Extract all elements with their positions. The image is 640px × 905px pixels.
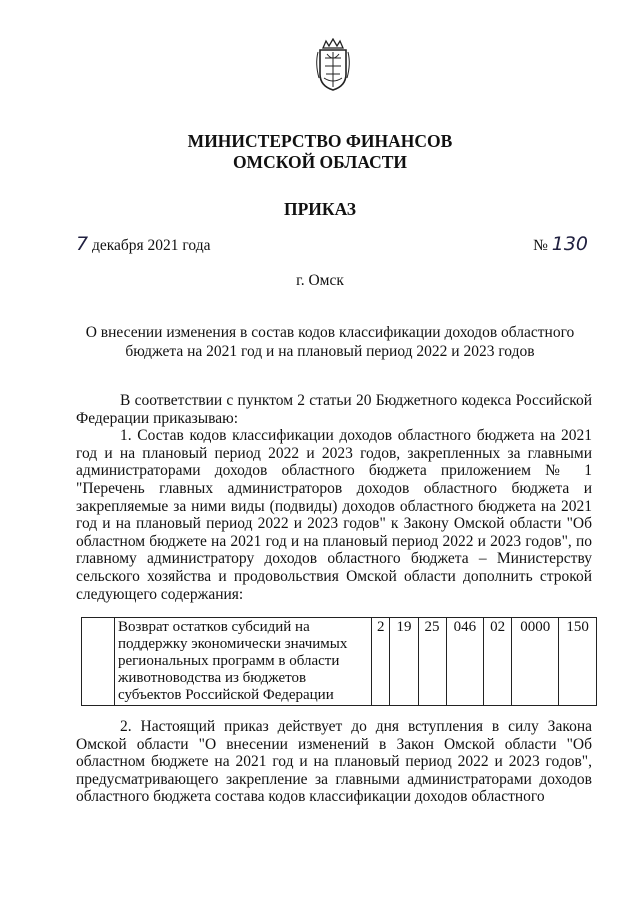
handwritten-number: 130 [551,233,588,255]
item1-paragraph: 1. Состав кодов классификации доходов областного бюджета на 2021 год и на плановый период 2022 и 2023 годов, закрепленных за главными администраторами доходов областного бюджета приложением № 1 "Перечень главных администраторов доходов областного бюджета и закрепляемые за ними виды (подвиды) доходов областного бюджета на 2021 год и на плановый период 2022 и 2023 годов" к Закону Омской области "Об областном бюджете на 2021 год и на плановый период 2022 и 2023 годов", по главному администратору доходов областного бюджета – Министерству сельского хозяйства и продовольствия Омской области дополнить строкой следующего содержания: [76,427,592,603]
order-body-part2 [76,718,592,806]
city-name: г. Омск [296,272,344,289]
omsk-coat-of-arms-icon [314,38,352,92]
ministry-name-line1: МИНИСТЕРСТВО ФИНАНСОВ [187,131,453,151]
order-body-part1 [76,392,592,603]
order-number [533,233,588,255]
table-cell-empty [82,618,115,706]
order-date [76,233,210,255]
handwritten-day: 7 [76,233,89,255]
table-cell-code: 150 [559,618,597,706]
date-month-year: декабря 2021 года [91,237,211,254]
document-type-title: ПРИКАЗ [283,199,357,219]
income-code-table [81,617,597,706]
table-cell-code: 25 [418,618,446,706]
table-cell-code: 046 [446,618,484,706]
order-subject [60,323,600,361]
table-row [82,618,597,706]
item2-paragraph: 2. Настоящий приказ действует до дня вступления в силу Закона Омской области "О внесении изменений в Закон Омской области "Об областном бюджете на 2021 год и на плановый период 2022 и 2023 годов", предусматривающего закрепление за главными администраторами доходов областного бюджета состава кодов классификации доходов областного [76,718,592,806]
table-cell-description: Возврат остатков субсидий на поддержку экономически значимых региональных программ в области животноводства из бюджетов субъектов Российской Федерации [115,618,372,706]
ministry-name-line2: ОМСКОЙ ОБЛАСТИ [232,152,408,172]
subject-line2: бюджета на 2021 год и на плановый период 2022 и 2023 годов [125,343,535,360]
intro-paragraph: В соответствии с пунктом 2 статьи 20 Бюджетного кодекса Российской Федерации приказываю: [76,392,592,427]
table-cell-code: 0000 [512,618,559,706]
table-cell-code: 02 [484,618,512,706]
table-cell-code: 2 [372,618,390,706]
number-label: № [533,237,548,254]
subject-line1: О внесении изменения в состав кодов классификации доходов областного [85,324,575,341]
table-cell-code: 19 [390,618,418,706]
